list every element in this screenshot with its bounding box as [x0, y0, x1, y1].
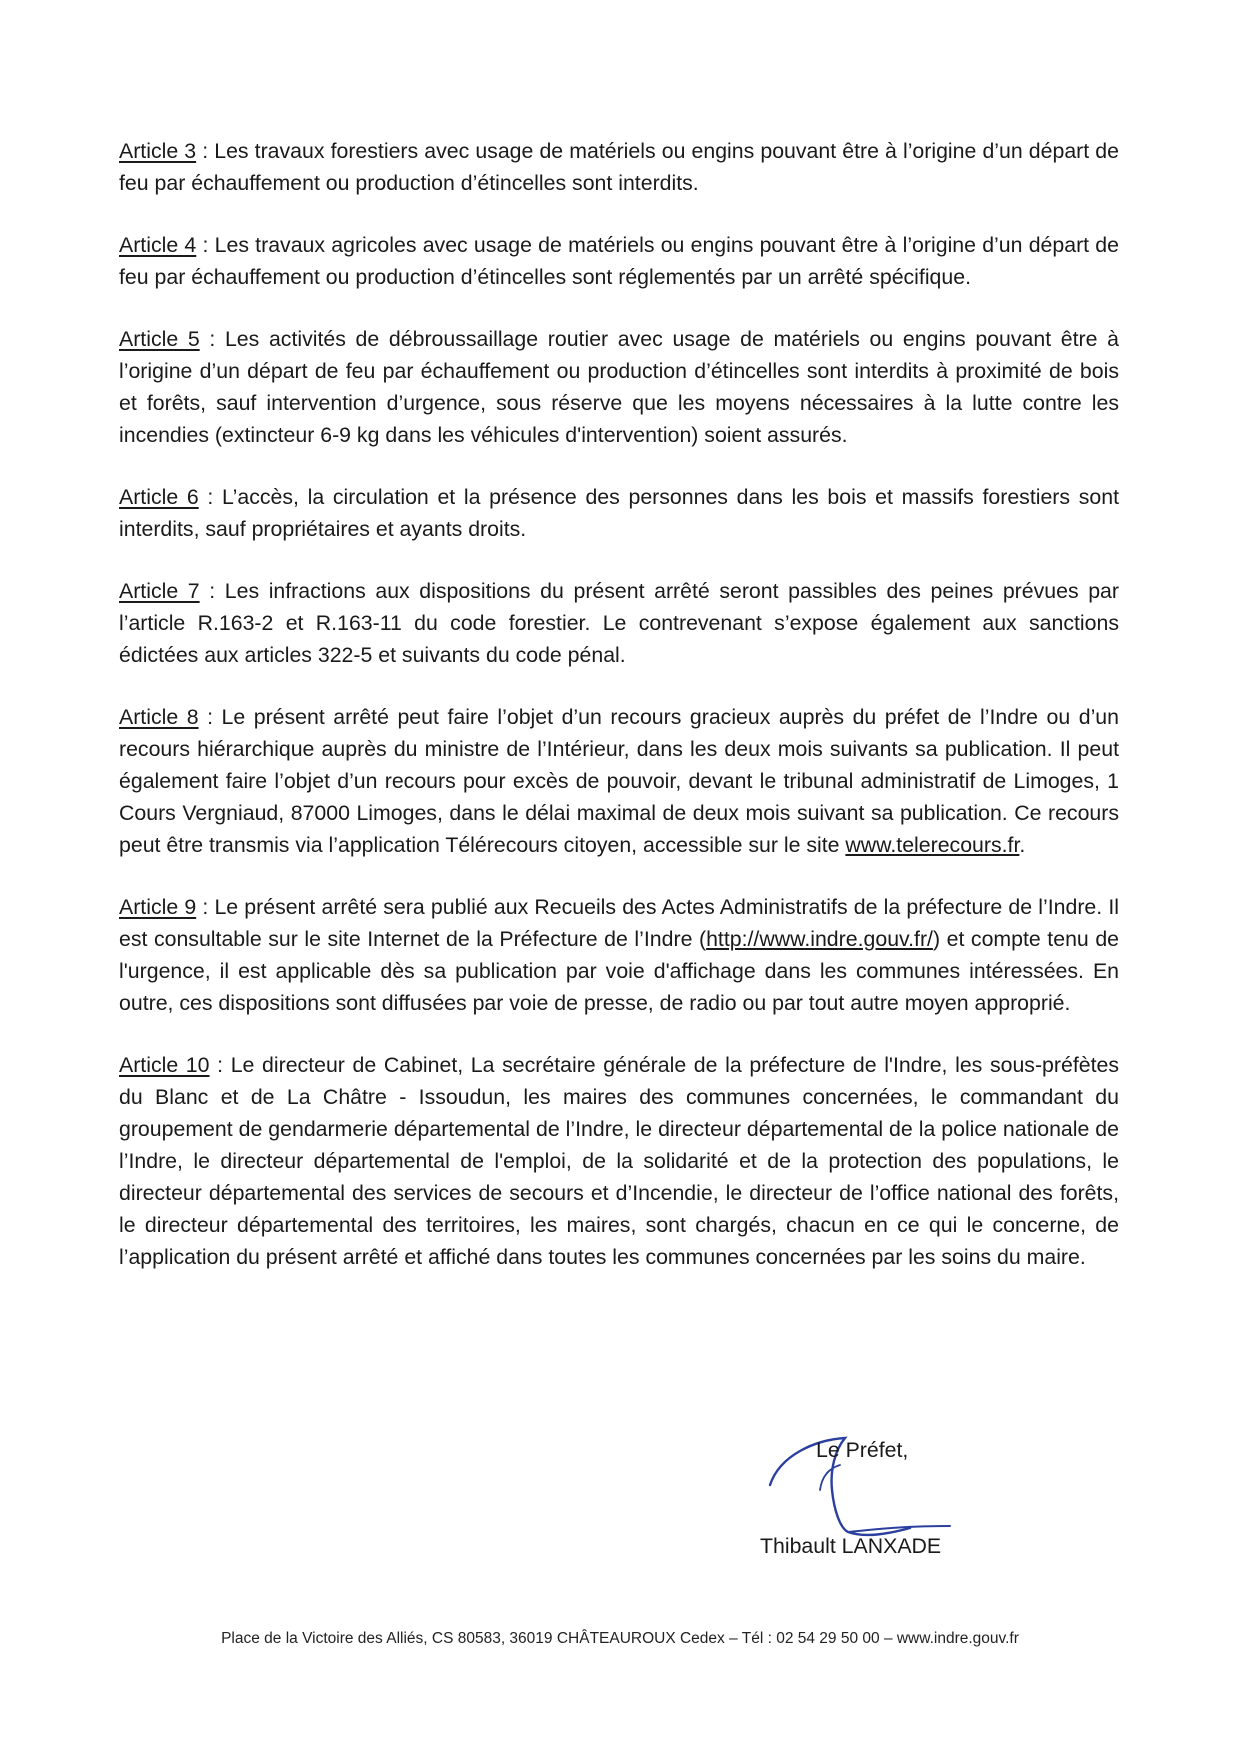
article-heading: Article 6: [119, 485, 199, 509]
article-separator: :: [196, 139, 215, 163]
telerecours-link[interactable]: www.telerecours.fr: [845, 833, 1020, 857]
article-separator: :: [196, 233, 215, 257]
article-text: Le présent arrêté peut faire l’objet d’un recours gracieux auprès du préfet de l’Indre ou d’un recours hiérarchique auprès du ministre de l’Intérieur, dans les deux mois suivants sa publication. Il peut également faire l’objet d’un recours pour excès de pouvoir, devant le tribunal administratif de Limoges, 1 Cours Vergniaud, 87000 Limoges, dans le délai maximal de deux mois suivant sa publication. Ce recours peut être transmis via l’application Télérecours citoyen, accessible sur le site: [119, 705, 1119, 857]
article-text: Les infractions aux dispositions du présent arrêté seront passibles des peines prévues par l’article R.163-2 et R.163-11 du code forestier. Le contrevenant s’expose également aux sanctions édictées aux articles 322-5 et suivants du code pénal.: [119, 579, 1119, 667]
article-heading: Article 8: [119, 705, 199, 729]
article-heading: Article 3: [119, 139, 197, 163]
articles-list: [119, 135, 1119, 1303]
signatory-name: Thibault LANXADE: [760, 1534, 942, 1558]
article-separator: :: [199, 327, 225, 351]
article-text-end: ) et compte tenu de l'urgence, il est applicable dès sa publication par voie d'affichage dans les communes intéressées. En outre, ces dispositions sont diffusées par voie de presse, de radio ou par tout autre moyen approprié.: [119, 927, 1120, 1015]
article-heading: Article 10: [119, 1053, 210, 1077]
article-heading: Article 5: [119, 327, 200, 351]
footer-address: Place de la Victoire des Alliés, CS 80583, 36019 CHÂTEAUROUX Cedex – Tél : 02 54 29 50 00 – www.indre.gouv.fr: [221, 1630, 1019, 1647]
signature-block: [760, 1430, 1060, 1580]
page-footer: [0, 1630, 1240, 1648]
article-text: Les activités de débroussaillage routier avec usage de matériels ou engins pouvant être à l’origine d’un départ de feu par échauffement ou production d’étincelles sont interdits à proximité de bois et forêts, sauf intervention d’urgence, sous réserve que les moyens nécessaires à la lutte contre les incendies (extincteur 6-9 kg dans les véhicules d'intervention) soient assurés.: [119, 327, 1119, 447]
article-8: [119, 701, 1119, 861]
article-text: Les travaux agricoles avec usage de matériels ou engins pouvant être à l’origine d’un départ de feu par échauffement ou production d’étincelles sont réglementés par un arrêté spécifique.: [119, 233, 1119, 289]
article-9: [119, 891, 1119, 1019]
article-separator: :: [209, 1053, 231, 1077]
article-4: [119, 229, 1119, 293]
article-separator: :: [199, 579, 225, 603]
article-heading: Article 9: [119, 895, 197, 919]
article-3: [119, 135, 1119, 199]
article-text: Les travaux forestiers avec usage de matériels ou engins pouvant être à l’origine d’un départ de feu par échauffement ou production d’étincelles sont interdits.: [119, 139, 1119, 195]
article-text: Le présent arrêté sera publié aux Recueils des Actes Administratifs de la préfecture de l’Indre. Il est consultable sur le site Internet de la Préfecture de l’Indre (: [119, 895, 1119, 951]
indre-gouv-link[interactable]: http://www.indre.gouv.fr/: [706, 927, 933, 951]
article-text: Le directeur de Cabinet, La secrétaire générale de la préfecture de l'Indre, les sous-préfètes du Blanc et de La Châtre - Issoudun, les maires des communes concernées, le commandant du groupement de gendarmerie départemental de l’Indre, le directeur départemental de la police nationale de l’Indre, le directeur départemental de l'emploi, de la solidarité et de la protection des populations, le directeur départemental des services de secours et d’Incendie, le directeur de l’office national des forêts, le directeur départemental des territoires, les maires, sont chargés, chacun en ce qui le concerne, de l’application du présent arrêté et affiché dans toutes les communes concernées par les soins du maire.: [119, 1053, 1119, 1269]
article-6: [119, 481, 1119, 545]
article-text: L’accès, la circulation et la présence des personnes dans les bois et massifs forestiers sont interdits, sauf propriétaires et ayants droits.: [119, 485, 1119, 541]
article-separator: :: [198, 705, 222, 729]
signatory-title: Le Préfet,: [816, 1438, 909, 1462]
article-heading: Article 4: [119, 233, 197, 257]
article-separator: :: [198, 485, 222, 509]
article-text-end: .: [1019, 833, 1026, 857]
article-heading: Article 7: [119, 579, 200, 603]
article-separator: :: [196, 895, 215, 919]
article-5: [119, 323, 1119, 451]
article-7: [119, 575, 1119, 671]
article-10: [119, 1049, 1119, 1273]
